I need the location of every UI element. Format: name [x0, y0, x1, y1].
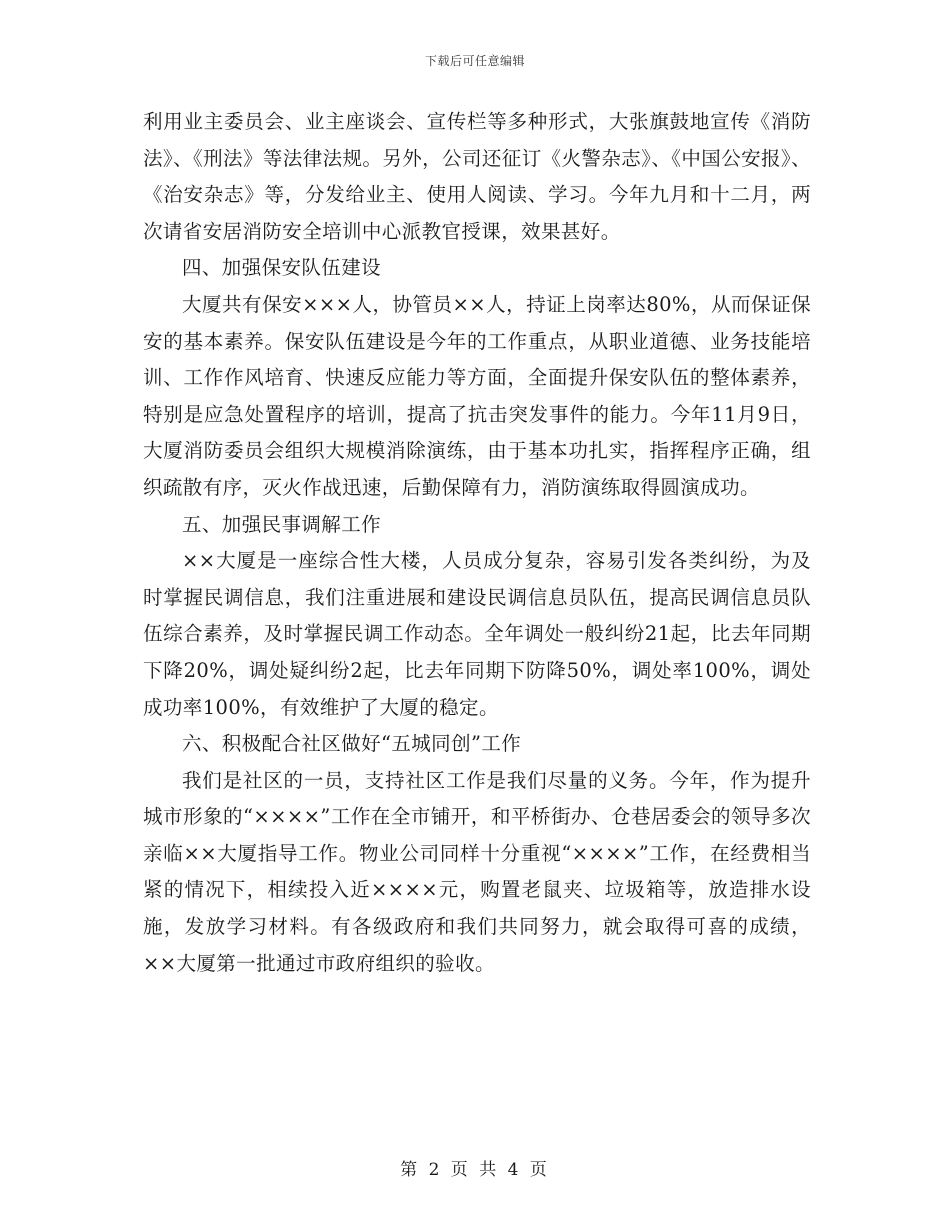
paragraph-publicity: 利用业主委员会、业主座谈会、宣传栏等多种形式，大张旗鼓地宣传《消防法》、《刑法》等法律法规。另外，公司还征订《火警杂志》、《中国公安报》、《治安杂志》等，分发给业主、使用人阅读、学习。今年九月和十二月，两次请省安居消防安全培训中心派教官授课，效果甚好。 [143, 110, 811, 243]
paragraph-mediation: ××大厦是一座综合性大楼，人员成分复杂，容易引发各类纠纷，为及时掌握民调信息，我们注重进展和建设民调信息员队伍，提高民调信息员队伍综合素养，及时掌握民调工作动态。全年调处一般纠纷21起，比去年同期下降20%，调处疑纠纷2起，比去年同期下防降50%，调处率100%，调处成功率100%，有效维护了大厦的稳定。 [143, 549, 811, 719]
paragraph-community: 我们是社区的一员，支持社区工作是我们尽量的义务。今年，作为提升城市形象的“××××”工作在全市铺开，和平桥街办、仓巷居委会的领导多次亲临××大厦指导工作。物业公司同样十分重视“××××”工作，在经费相当紧的情况下，相续投入近××××元，购置老鼠夹、垃圾箱等，放造排水设施，发放学习材料。有各级政府和我们共同努力，就会取得可喜的成绩，××大厦第一批通过市政府组织的验收。 [143, 768, 811, 975]
section-heading-4: 四、加强保安队伍建设 [182, 256, 382, 280]
page-number: 第 2 页 共 4 页 [400, 1160, 550, 1180]
section-heading-6: 六、积极配合社区做好“五城同创”工作 [182, 732, 522, 756]
page-header-note: 下载后可任意编辑 [424, 54, 525, 68]
document-body [143, 104, 811, 982]
paragraph-security-team: 大厦共有保安×××人，协管员××人，持证上岗率达80%，从而保证保安的基本素养。保安队伍建设是今年的工作重点，从职业道德、业务技能培训、工作作风培育、快速反应能力等方面，全面提升保安队伍的整体素养，特别是应急处置程序的培训，提高了抗击突发事件的能力。今年11月9日，大厦消防委员会组织大规模消除演练，由于基本功扎实，指挥程序正确，组织疏散有序，灭火作战迅速，后勤保障有力，消防演练取得圆演成功。 [143, 292, 811, 499]
section-heading-5: 五、加强民事调解工作 [182, 512, 382, 536]
